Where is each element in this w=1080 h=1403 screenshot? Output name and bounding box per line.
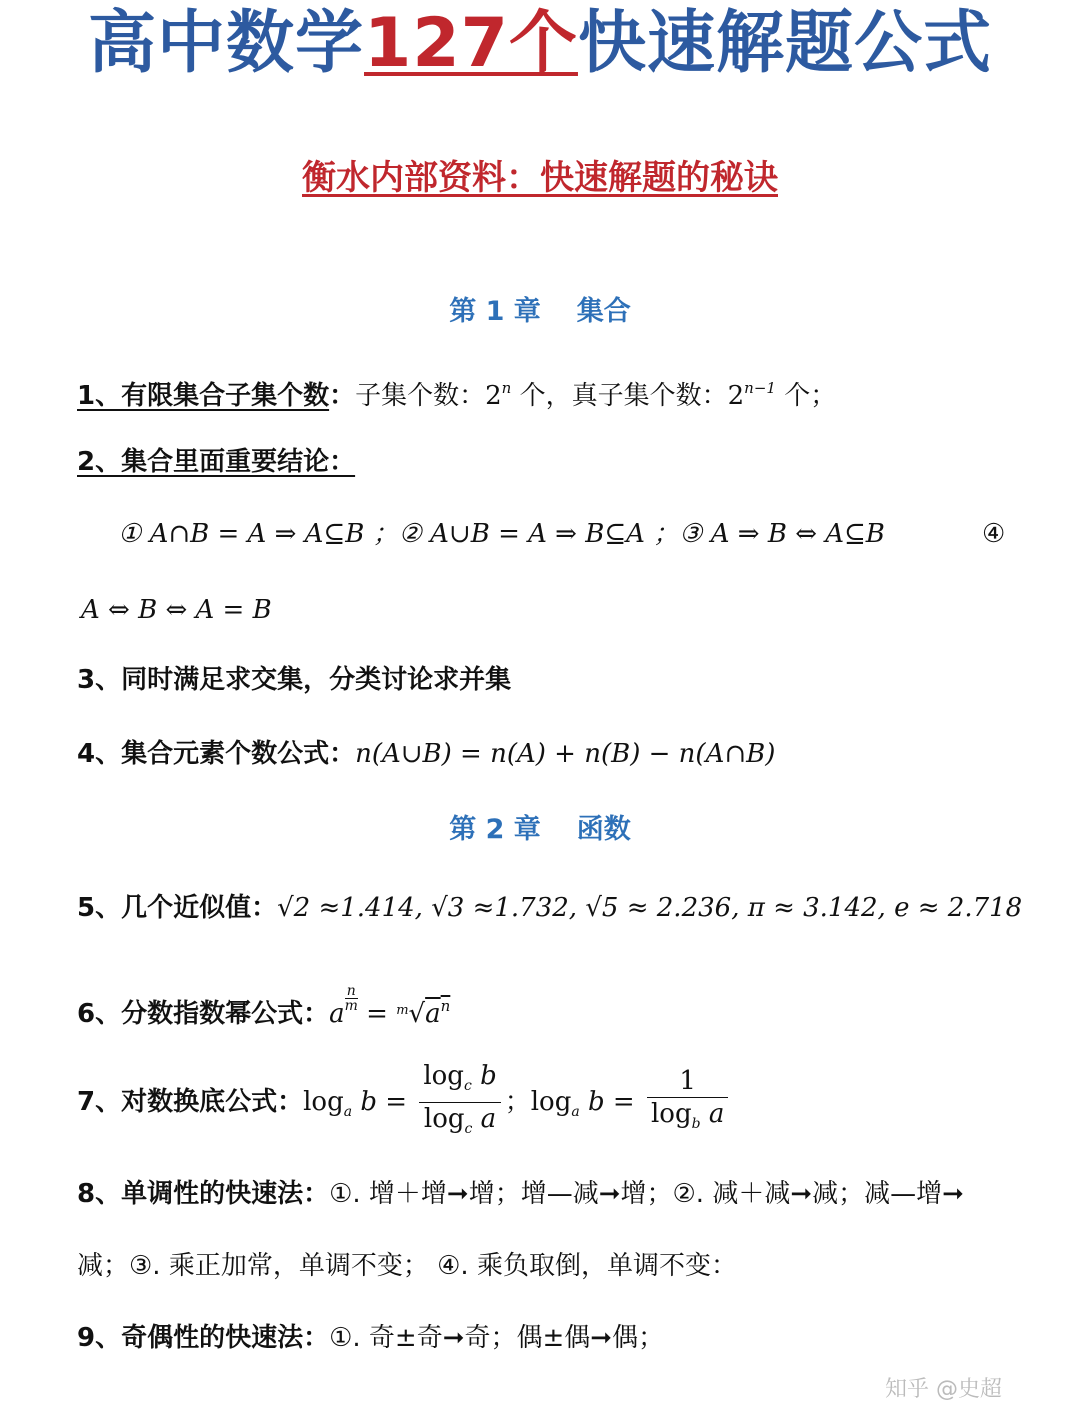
formula-base: 2 — [727, 381, 745, 411]
item-label: 9、奇偶性的快速法： — [77, 1323, 330, 1353]
log-text: log — [423, 1104, 465, 1134]
item-3 — [77, 660, 511, 700]
chapter-number: 第 2 章 — [449, 814, 541, 845]
log-argument: a — [708, 1099, 725, 1129]
log-text: log — [303, 1087, 344, 1117]
log-text: log — [650, 1099, 692, 1129]
subtitle-text: 衡水内部资料：快速解题的秘诀 — [302, 158, 778, 198]
chapter-name: 集合 — [576, 296, 631, 327]
item-text: 减；③. 乘正加常，单调不变； ④. 乘负取倒，单调不变： — [77, 1251, 737, 1281]
item-8 — [77, 1174, 964, 1214]
subtitle — [0, 152, 1080, 204]
radical-icon: √ — [408, 999, 426, 1029]
radicand-exponent: n — [440, 997, 451, 1015]
item-label: 1、有限集合子集个数 — [77, 381, 330, 411]
item-6 — [77, 984, 450, 1034]
log-text: log — [423, 1061, 464, 1091]
item-2-formula-num4 — [982, 514, 1005, 554]
fraction-numerator: 1 — [647, 1065, 728, 1098]
formula-base: 2 — [485, 381, 502, 411]
chapter-number: 第 1 章 — [449, 296, 541, 327]
log-base: c — [464, 1121, 473, 1137]
fraction — [647, 1065, 728, 1140]
log-base: a — [343, 1104, 353, 1120]
item-9 — [77, 1318, 664, 1358]
item-colon: ： — [329, 381, 356, 411]
log-text: log — [530, 1087, 572, 1117]
log-argument: b — [360, 1087, 377, 1117]
title-highlight: 127个 — [364, 4, 578, 83]
item-8-continued — [77, 1246, 737, 1286]
formula: n(A∪B) = n(A) + n(B) − n(A∩B) — [355, 739, 776, 769]
item-text: ①. 增＋增➞增；增—减➞增；②. 减＋减➞减；减—增➞ — [329, 1179, 964, 1209]
item-label: 3、同时满足求交集，分类讨论求并集 — [77, 665, 512, 695]
item-5 — [77, 888, 1022, 928]
item-text: 子集个数： — [355, 381, 486, 411]
equals-sign: = — [604, 1087, 643, 1117]
page-title — [0, 2, 1080, 86]
fraction-denominator — [647, 1098, 728, 1140]
chapter-name: 函数 — [576, 814, 631, 845]
title-part1: 高中数学 — [88, 4, 365, 83]
separator: ； — [504, 1087, 531, 1117]
item-2-formula-line-2 — [81, 590, 272, 630]
formula: A ⇔ B ⇔ A = B — [81, 595, 272, 625]
item-1 — [77, 368, 836, 416]
item-label: 2、集合里面重要结论： — [77, 447, 356, 477]
chapter-heading-2 — [0, 810, 1080, 850]
log-base: c — [463, 1078, 472, 1094]
equals-sign: = — [357, 999, 397, 1029]
formula-exponent: n−1 — [744, 379, 776, 397]
exponent-denominator: m — [344, 998, 358, 1014]
chapter-heading-1 — [0, 292, 1080, 332]
fraction-denominator — [419, 1103, 500, 1145]
item-text: 个； — [775, 381, 837, 411]
formula-base: a — [329, 999, 345, 1029]
exponent-numerator: n — [345, 984, 358, 999]
root-index: m — [396, 1003, 409, 1018]
item-7 — [77, 1060, 732, 1146]
log-argument: a — [480, 1104, 497, 1134]
item-2-formula-line — [118, 514, 885, 554]
log-base: b — [691, 1116, 701, 1132]
item-4 — [77, 734, 775, 774]
log-base: a — [571, 1104, 580, 1120]
item-2 — [77, 442, 355, 482]
item-text: 个，真子集个数： — [511, 381, 728, 411]
radicand — [425, 999, 450, 1029]
item-text: ①. 奇±奇➞奇；偶±偶➞偶； — [329, 1323, 665, 1353]
formula: ④ — [982, 519, 1006, 549]
equals-sign: = — [377, 1087, 416, 1117]
fraction-numerator — [419, 1060, 500, 1103]
formula-power — [329, 983, 358, 1029]
fraction — [419, 1060, 500, 1145]
formula-exponent: n — [501, 379, 512, 397]
formula-log — [303, 1087, 416, 1120]
radicand-base: a — [425, 999, 441, 1029]
title-part2: 快速解题公式 — [577, 4, 992, 83]
item-label: 8、单调性的快速法： — [77, 1179, 330, 1209]
formula: √2 ≈1.414, √3 ≈1.732, √5 ≈ 2.236, π ≈ 3.142, e ≈ 2.718 — [277, 893, 1023, 923]
item-label: 4、集合元素个数公式： — [77, 739, 356, 769]
formula-log — [530, 1087, 643, 1120]
item-label: 5、几个近似值： — [77, 893, 278, 923]
item-label: 6、分数指数幂公式： — [77, 999, 330, 1029]
log-argument: b — [587, 1087, 605, 1117]
watermark: 知乎 @史超 — [885, 1377, 1002, 1402]
log-argument: b — [480, 1061, 497, 1091]
item-label: 7、对数换底公式： — [77, 1087, 304, 1117]
formula: ① A∩B = A ⇒ A⊆B ；② A∪B = A ⇒ B⊆A ；③ A ⇒ B ⇔ A⊆B — [118, 519, 885, 549]
fraction-exponent — [345, 984, 358, 1013]
